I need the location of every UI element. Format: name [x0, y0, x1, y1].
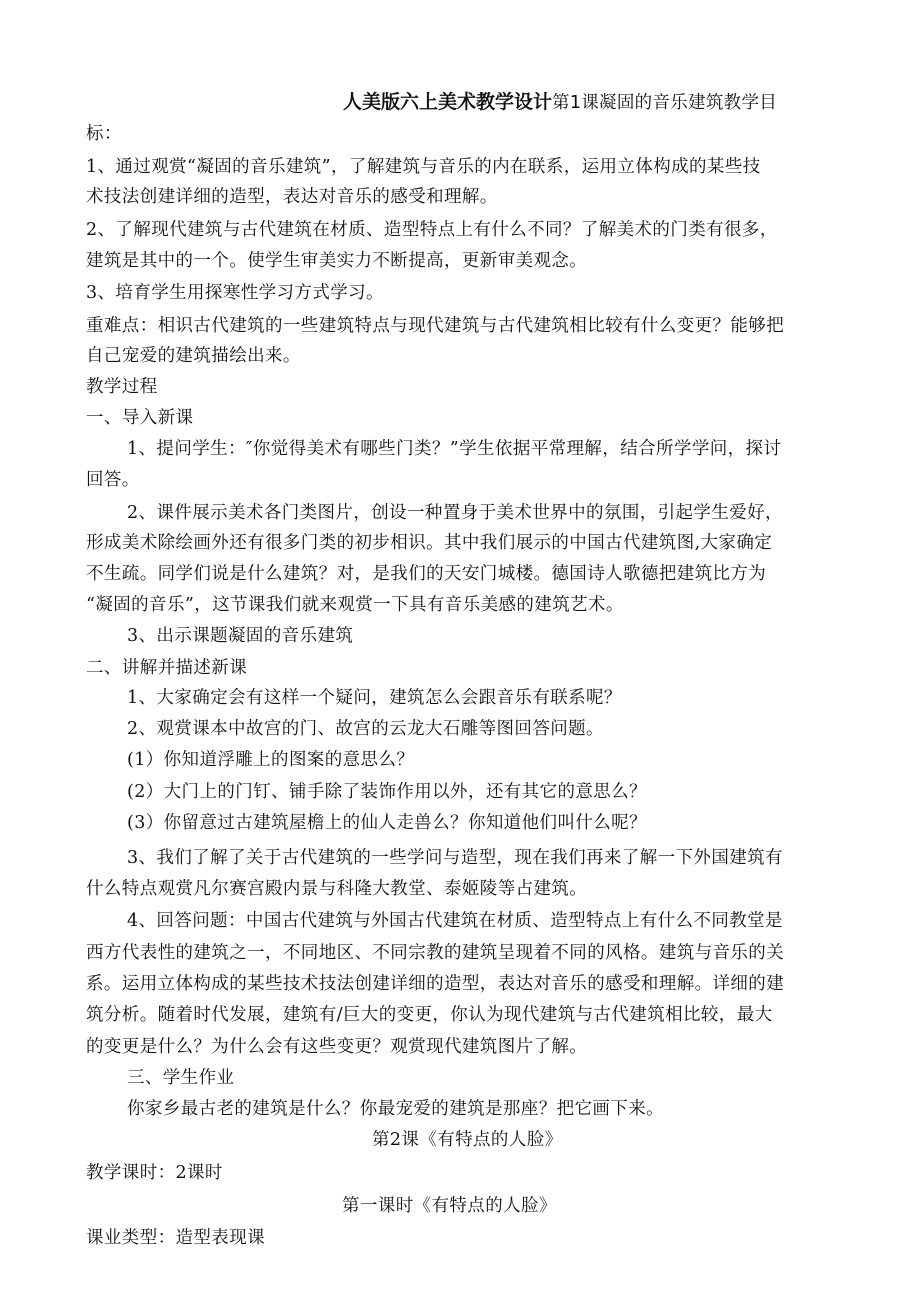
goals-label: 标： — [86, 124, 122, 144]
step1-2-line3: 不生疏。同学们说是什么建筑？对，是我们的天安门城楼。德国诗人歌德把建筑比方为 — [86, 564, 767, 584]
part2-heading: 二、讲解并描述新课 — [86, 658, 248, 678]
step2-3-line1: 3、我们了解了关于古代建筑的一些学问与造型，现在我们再来了解一下外国建筑有 — [127, 848, 783, 868]
lesson2-type: 课业类型：造型表现课 — [86, 1228, 265, 1248]
lesson1-title — [343, 90, 777, 115]
part1-heading: 一、导入新课 — [86, 408, 194, 428]
step2-4-line5: 的变更是什么？为什么会有这些变更？观赏现代建筑图片了解。 — [86, 1037, 588, 1057]
step2-4-line1: 4、回答问题：中国古代建筑与外国古代建筑在材质、造型特点上有什么不同教堂是 — [127, 911, 783, 931]
lesson1-title-rest: 第1课凝固的音乐建筑教学目 — [552, 93, 778, 113]
step1-2-line4: “凝固的音乐”，这节课我们就来观赏一下具有音乐美感的建筑艺术。 — [86, 595, 624, 615]
lesson1-title-bold: 人美版六上美术教学设计 — [343, 91, 553, 113]
question-2: (2）大门上的门钉、铺手除了装饰作用以外，还有其它的意思么？ — [127, 782, 647, 802]
lesson2-hours: 教学课时：2课时 — [86, 1163, 223, 1183]
step1-1-line1: 1、提问学生：″你觉得美术有哪些门类？”学生依据平常理解，结合所学学问，探讨 — [127, 439, 782, 459]
step1-2-line2: 形成美术除绘画外还有很多门类的初步相识。其中我们展示的中国古代建筑图,大家确定 — [86, 533, 773, 553]
goal1-line1: 1、通过观赏“凝固的音乐建筑”，了解建筑与音乐的内在联系，运用立体构成的某些技 — [86, 157, 761, 177]
period1-title: 第一课时《有特点的人脸》 — [342, 1196, 557, 1216]
goal2-line1: 2、了解现代建筑与古代建筑在材质、造型特点上有什么不同？了解美术的门类有很多， — [86, 220, 778, 240]
step2-4-line4: 筑分析。随着时代发展，建筑有/巨大的变更，你认为现代建筑与古代建筑相比较，最大 — [86, 1005, 773, 1025]
key-points-line1: 重难点：相识古代建筑的一些建筑特点与现代建筑与古代建筑相比较有什么变更？能够把 — [86, 316, 785, 336]
question-1: (1）你知道浮雕上的图案的意思么？ — [127, 750, 415, 770]
goal1-line2: 术技法创建详细的造型，表达对音乐的感受和理解。 — [86, 187, 498, 207]
step2-4-line3: 系。运用立体构成的某些技术技法创建详细的造型，表达对音乐的感受和理解。详细的建 — [86, 974, 785, 994]
part3-heading: 三、学生作业 — [127, 1068, 235, 1088]
step1-1-line2: 回答。 — [86, 470, 140, 490]
question-3: (3）你留意过古建筑屋檐上的仙人走兽么？你知道他们叫什么呢？ — [127, 813, 647, 833]
step2-2: 2、观赏课本中故宫的门、故宫的云龙大石雕等图回答问题。 — [127, 719, 604, 739]
goal3: 3、培育学生用探寒性学习方式学习。 — [86, 283, 384, 303]
goal2-line2: 建筑是其中的一个。使学生审美实力不断提高，更新审美观念。 — [86, 251, 588, 271]
step2-1: 1、大家确定会有这样一个疑问，建筑怎么会跟音乐有联系呢？ — [127, 688, 622, 708]
step2-4-line2: 西方代表性的建筑之一，不同地区、不同宗教的建筑呈现着不同的风格。建筑与音乐的关 — [86, 943, 785, 963]
key-points-line2: 自己宠爱的建筑描绘出来。 — [86, 346, 301, 366]
lesson2-title: 第2课《有特点的人脸》 — [372, 1130, 563, 1150]
step1-2-line1: 2、课件展示美术各门类图片，创设一种置身于美术世界中的氛围，引起学生爱好， — [127, 503, 783, 523]
homework: 你家乡最古老的建筑是什么？你最宠爱的建筑是那座？把它画下来。 — [127, 1099, 664, 1119]
process-heading: 教学过程 — [86, 377, 158, 397]
step2-3-line2: 什么特点观赏凡尔赛宫殿内景与科隆大教堂、泰姬陵等占建筑。 — [86, 879, 588, 899]
step1-3: 3、出示课题凝固的音乐建筑 — [127, 626, 354, 646]
